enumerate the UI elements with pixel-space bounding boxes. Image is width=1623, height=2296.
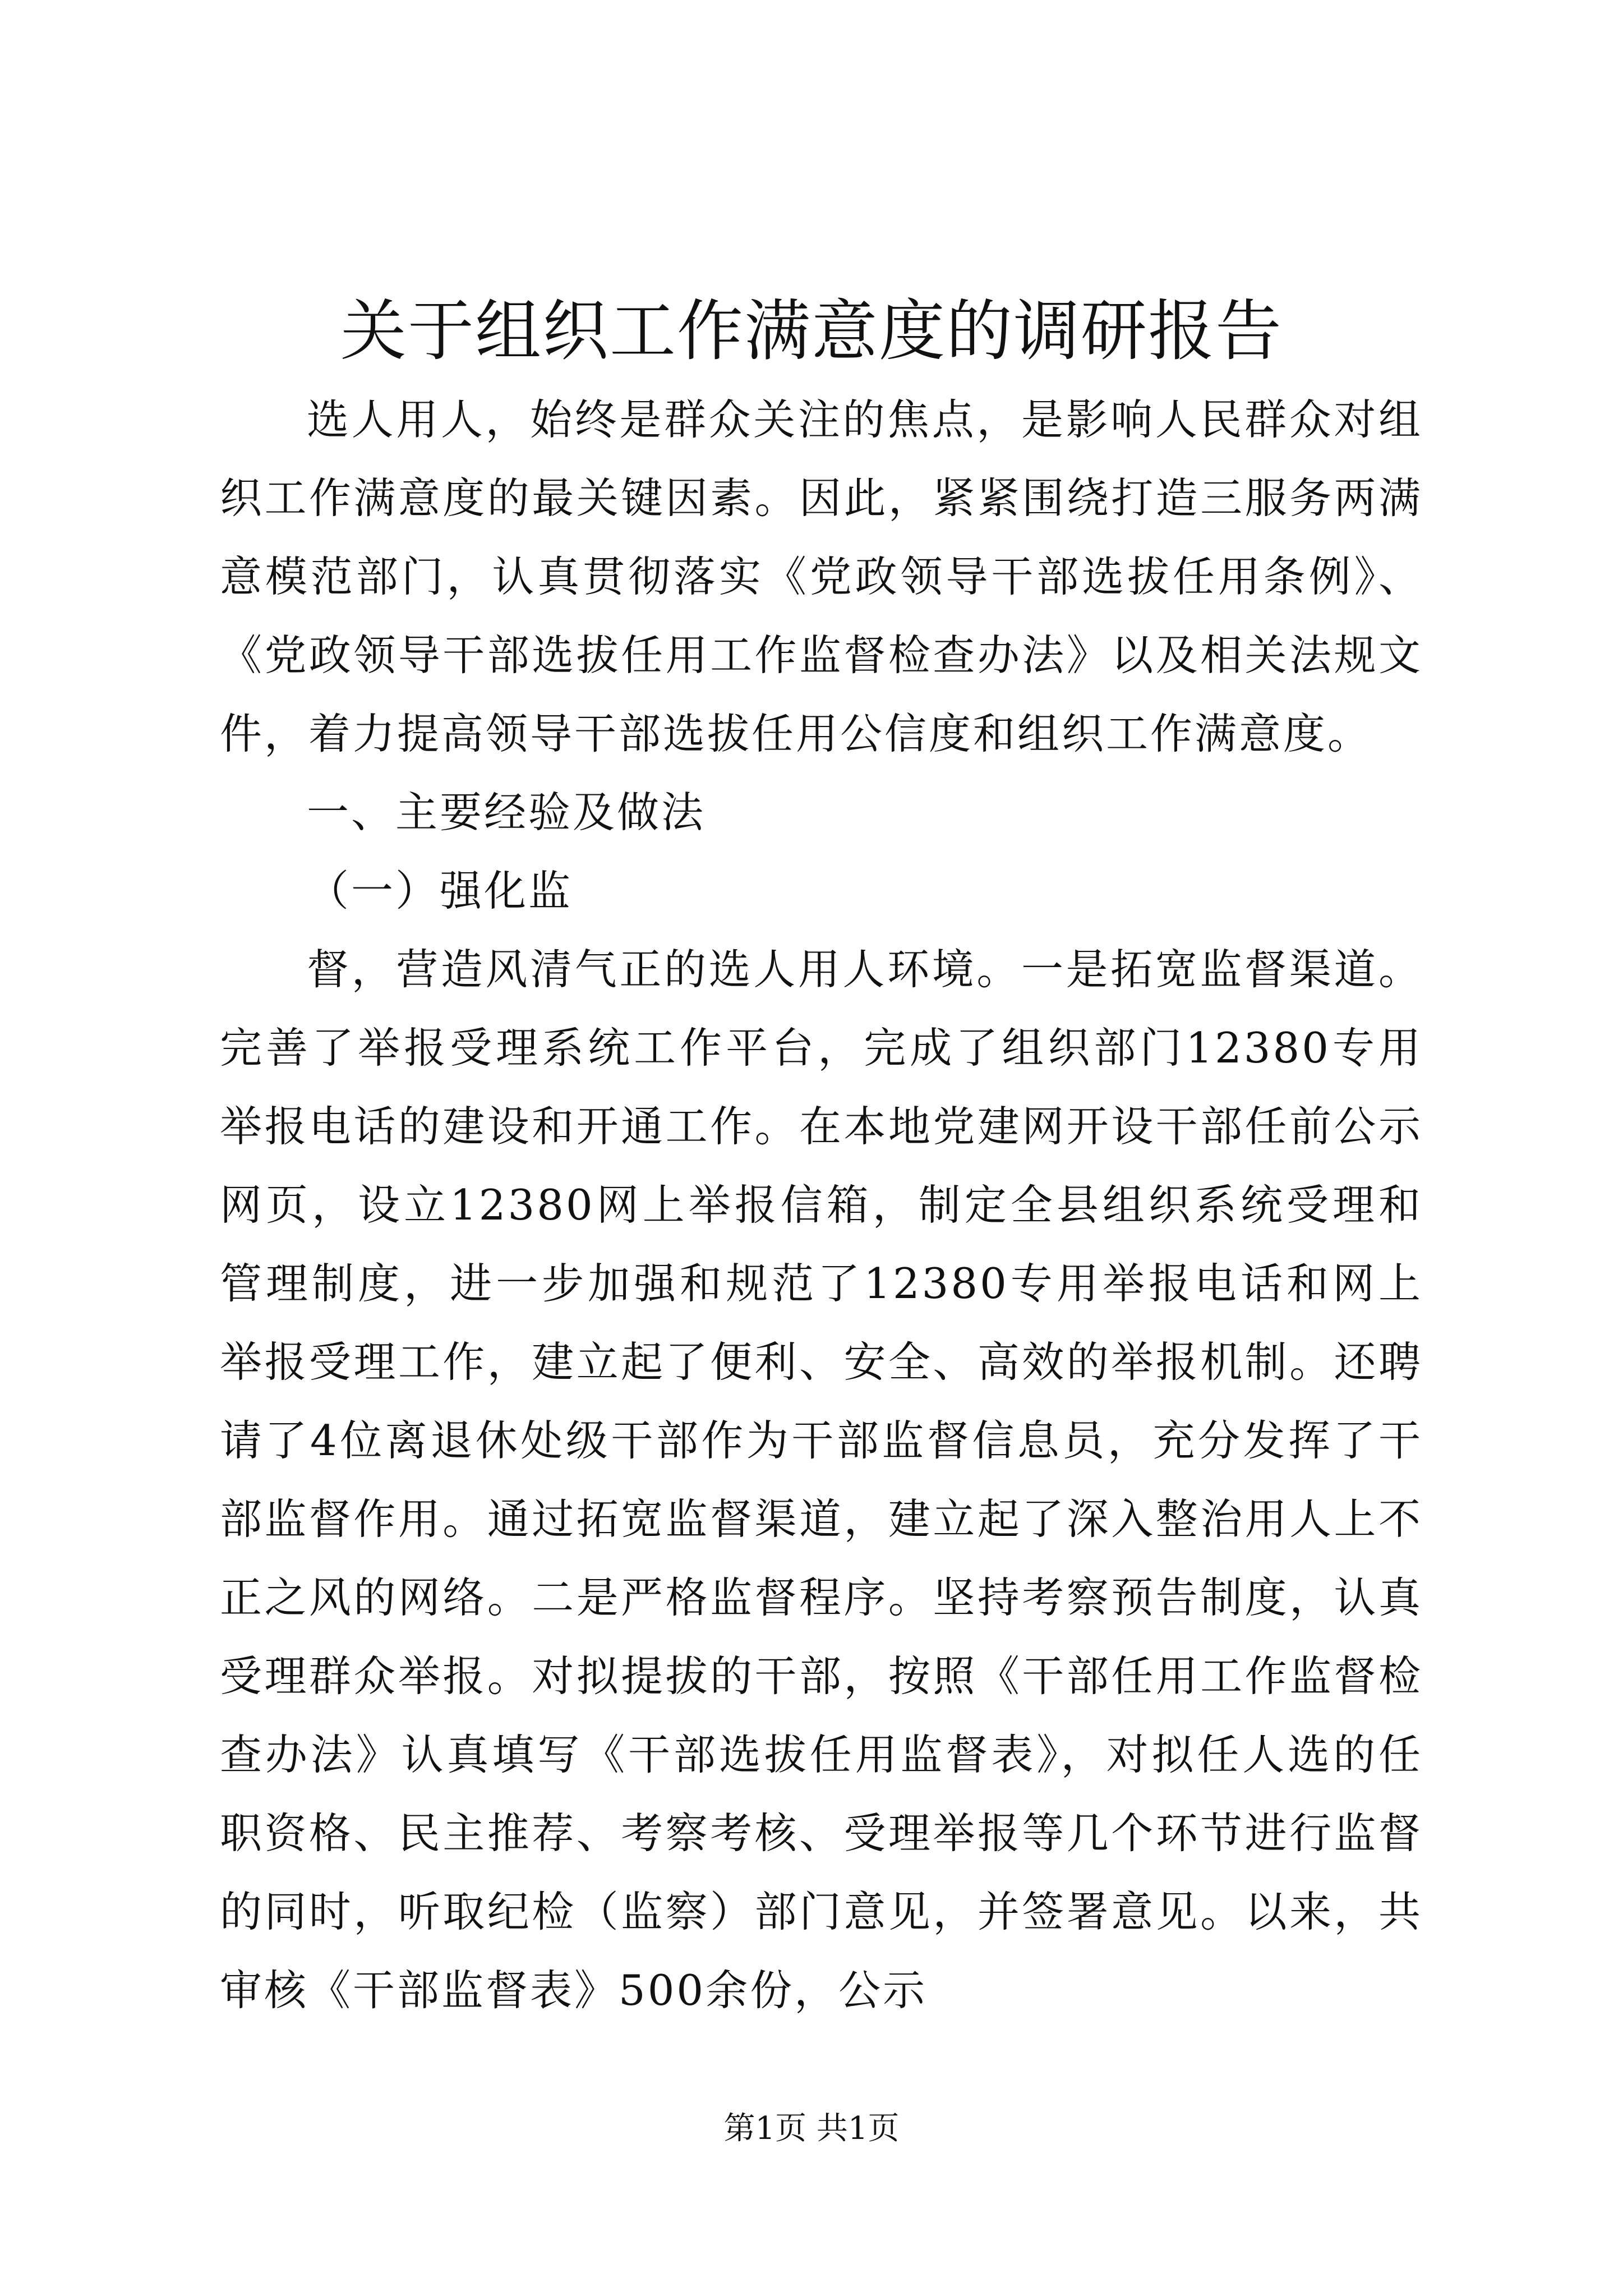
intro-paragraph: 选人用人，始终是群众关注的焦点，是影响人民群众对组织工作满意度的最关键因素。因此，紧紧围绕打造三服务两满意模范部门，认真贯彻落实《党政领导干部选拔任用条例》、《党政领导干部选拔任用工作监督检查办法》以及相关法规文件，着力提高领导干部选拔任用公信度和组织工作满意度。 [220, 395, 1423, 758]
section-heading: 一、主要经验及做法 [307, 788, 706, 837]
document-title: 关于组织工作满意度的调研报告 [340, 292, 1283, 370]
page-footer: 第1页 共1页 [723, 2110, 900, 2147]
document-body [220, 380, 1423, 2030]
subsection-heading: （一）强化监 [307, 866, 573, 915]
body-paragraph: 督，营造风清气正的选人用人环境。一是拓宽监督渠道。完善了举报受理系统工作平台，完成了组织部门12380专用举报电话的建设和开通工作。在本地党建网开设干部任前公示网页，设立12380网上举报信箱，制定全县组织系统受理和管理制度，进一步加强和规范了12380专用举报电话和网上举报受理工作，建立起了便利、安全、高效的举报机制。还聘请了4位离退休处级干部作为干部监督信息员，充分发挥了干部监督作用。通过拓宽监督渠道，建立起了深入整治用人上不正之风的网络。二是严格监督程序。坚持考察预告制度，认真受理群众举报。对拟提拔的干部，按照《干部任用工作监督检查办法》认真填写《干部选拔任用监督表》，对拟任人选的任职资格、民主推荐、考察考核、受理举报等几个环节进行监督的同时，听取纪检（监察）部门意见，并签署意见。以来，共审核《干部监督表》500余份，公示 [220, 945, 1423, 2015]
